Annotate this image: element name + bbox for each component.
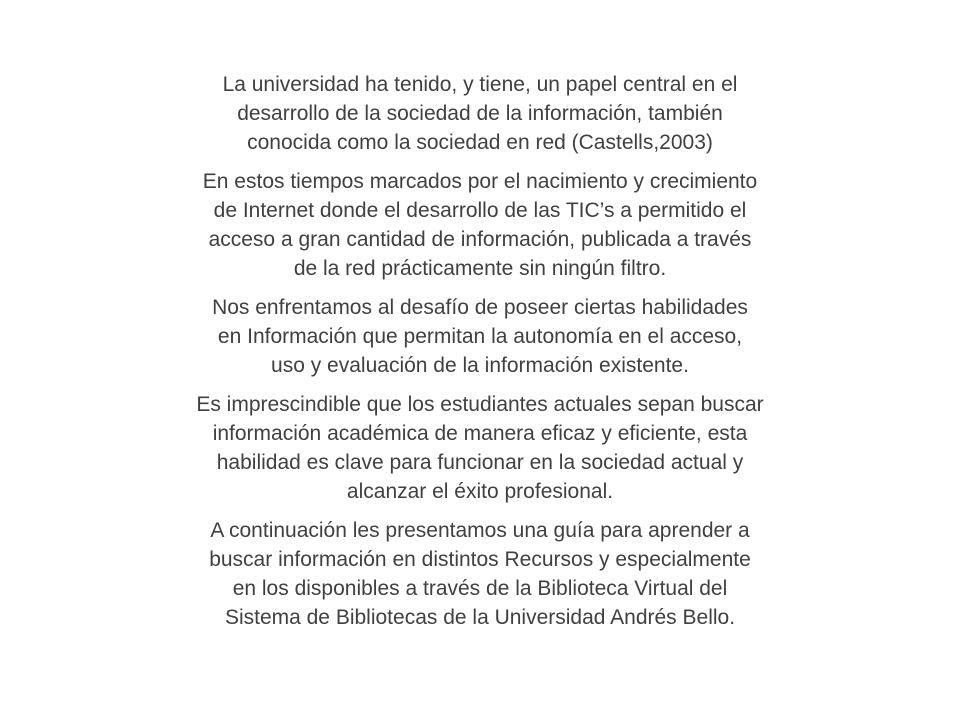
text-line: buscar información en distintos Recursos y especialmente <box>209 548 751 571</box>
text-line: de Internet donde el desarrollo de las TIC’s a permitido el <box>213 199 747 222</box>
text-line: habilidad es clave para funcionar en la sociedad actual y <box>216 451 744 474</box>
text-line: En estos tiempos marcados por el nacimiento y crecimiento <box>202 170 758 193</box>
text-line: Nos enfrentamos al desafío de poseer ciertas habilidades <box>212 296 748 319</box>
text-line: Es imprescindible que los estudiantes actuales sepan buscar <box>196 393 764 416</box>
paragraph-students <box>150 390 810 506</box>
body-text <box>150 70 810 642</box>
text-line: acceso a gran cantidad de información, publicada a través <box>208 228 752 251</box>
paragraph-intro <box>150 70 810 157</box>
text-line: Sistema de Bibliotecas de la Universidad Andrés Bello. <box>224 606 736 629</box>
paragraph-challenge <box>150 293 810 380</box>
text-line: de la red prácticamente sin ningún filtro. <box>293 257 667 280</box>
text-line: desarrollo de la sociedad de la información, también <box>237 102 723 125</box>
text-line: en Información que permitan la autonomía en el acceso, <box>217 325 743 348</box>
paragraph-guide <box>150 516 810 632</box>
text-line: A continuación les presentamos una guía para aprender a <box>210 519 750 542</box>
text-line: La universidad ha tenido, y tiene, un papel central en el <box>222 73 738 96</box>
text-line: uso y evaluación de la información existente. <box>271 354 689 377</box>
text-line: alcanzar el éxito profesional. <box>346 480 614 503</box>
text-line: conocida como la sociedad en red (Castells,2003) <box>247 131 713 154</box>
text-line: información académica de manera eficaz y eficiente, esta <box>212 422 748 445</box>
text-line: en los disponibles a través de la Biblioteca Virtual del <box>232 577 728 600</box>
paragraph-internet <box>150 167 810 283</box>
